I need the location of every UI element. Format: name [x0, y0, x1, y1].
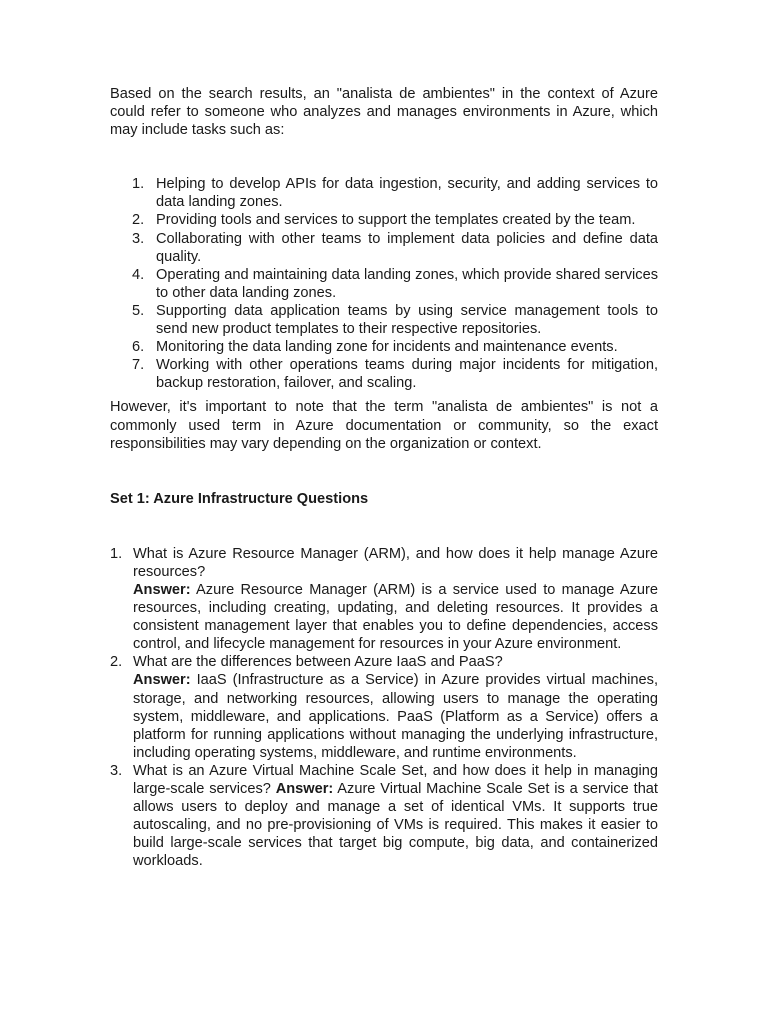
list-item-text: Collaborating with other teams to implement data policies and define data quality.	[156, 230, 658, 265]
answer-text: Azure Virtual Machine Scale Set is a service that allows users to deploy and manage a set of identical VMs. It supports true autoscaling, and no pre-provisioning of VMs is required. This makes it easier to build large-scale services that target big compute, big data, and containerized workloads.	[133, 781, 658, 870]
list-item	[110, 338, 658, 356]
list-number: 1.	[132, 176, 145, 193]
list-item-text: Providing tools and services to support the templates created by the team.	[156, 212, 636, 229]
list-item-text: Supporting data application teams by using service management tools to send new product templates to their respective repositories.	[156, 302, 658, 338]
question-number: 2.	[110, 654, 123, 671]
question-text: What are the differences between Azure IaaS and PaaS?	[133, 654, 503, 671]
list-item	[110, 302, 658, 338]
answer-label: Answer:	[133, 581, 191, 598]
list-item-text: Monitoring the data landing zone for incidents and maintenance events.	[156, 339, 618, 356]
tasks-list	[110, 175, 658, 392]
document-body	[110, 85, 658, 870]
question-number: 3.	[110, 762, 123, 779]
list-number: 7.	[132, 357, 145, 374]
list-item-text: Operating and maintaining data landing zones, which provide shared services to other data landing zones.	[156, 266, 658, 301]
answer-label: Answer:	[275, 781, 334, 797]
list-number: 5.	[132, 302, 145, 319]
intro-paragraph: Based on the search results, an "analista de ambientes" in the context of Azure could refer to someone who analyzes and manages environments in Azure, which may include tasks such as:	[110, 86, 658, 139]
list-number: 4.	[132, 266, 145, 283]
question-item	[110, 762, 658, 871]
section-title: Set 1: Azure Infrastructure Questions	[110, 490, 369, 507]
question-item	[110, 653, 658, 762]
question-item	[110, 545, 658, 654]
list-item	[110, 211, 658, 229]
list-number: 6.	[132, 339, 145, 356]
question-text: What is Azure Resource Manager (ARM), and how does it help manage Azure resources?	[133, 545, 658, 580]
question-text: What is an Azure Virtual Machine Scale Set, and how does it help in managing large-scale services?	[133, 762, 658, 797]
questions-list	[110, 545, 658, 871]
list-number: 2.	[132, 212, 145, 229]
list-item	[110, 356, 658, 392]
list-item	[110, 230, 658, 266]
list-item-text: Helping to develop APIs for data ingestion, security, and adding services to data landing zones.	[156, 176, 658, 211]
answer-text: IaaS (Infrastructure as a Service) in Azure provides virtual machines, storage, and networking resources, allowing users to manage the operating system, middleware, and applications. PaaS (Platform as a Service) offers a platform for running applications without managing the underlying infrastructure, including operating systems, middleware, and runtime environments.	[133, 672, 658, 761]
answer-text: Azure Resource Manager (ARM) is a service used to manage Azure resources, including creating, updating, and deleting resources. It provides a consistent management layer that enables you to define dependencies, access control, and lifecycle management for resources in your Azure environment.	[133, 581, 658, 653]
note-paragraph: However, it's important to note that the term "analista de ambientes" is not a commonly used term in Azure documentation or community, so the exact responsibilities may vary depending on the organization or context.	[110, 399, 658, 452]
answer-label: Answer:	[133, 672, 191, 689]
list-item-text: Working with other operations teams during major incidents for mitigation, backup restoration, failover, and scaling.	[156, 357, 658, 392]
question-number: 1.	[110, 545, 123, 562]
list-item	[110, 266, 658, 302]
list-number: 3.	[132, 230, 145, 247]
list-item	[110, 175, 658, 211]
